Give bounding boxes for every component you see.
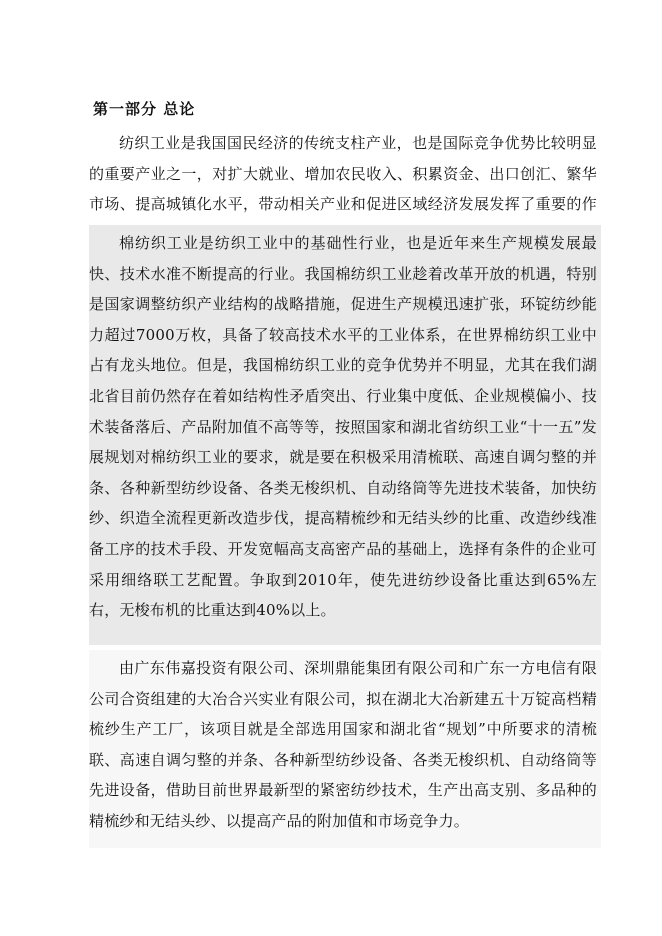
- paragraph-cotton-textile-industry: 棉纺织工业是纺织工业中的基础性行业，也是近年来生产规模发展最快、技术水准不断提高的行业。我国棉纺织工业趁着改革开放的机遇，特别是国家调整纺织产业结构的战略措施，促进生产规模迅速扩张，环锭纺纱能力超过7000万枚，具备了较高技术水平的工业体系，在世界棉纺织工业中占有龙头地位。但是，我国棉纺织工业的竞争优势并不明显，尤其在我们湖北省目前仍然存在着如结构性矛盾突出、行业集中度低、企业规模偏小、技术装备落后、产品附加值不高等等，按照国家和湖北省纺织工业“十一五”发展规划对棉纺织工业的要求，就是要在积极采用清梳联、高速自调匀整的并条、各种新型纺纱设备、各类无梭织机、自动络筒等先进技术装备，加快纺纱、织造全流程更新改造步伐，提高精梳纱和无结头纱的比重、改造纱线准备工序的技术手段、开发宽幅高支高密产品的基础上，选择有条件的企业可采用细络联工艺配置。争取到2010年，使先进纺纱设备比重达到65%左右，无梭布机的比重达到40%以上。: [89, 225, 601, 645]
- paragraph-project-description: 由广东伟嘉投资有限公司、深圳鼎能集团有限公司和广东一方电信有限公司合资组建的大冶合兴实业有限公司，拟在湖北大冶新建五十万锭高档精梳纱生产工厂，该项目就是全部选用国家和湖北省“规划”中所要求的清梳联、高速自调匀整的并条、各种新型纺纱设备、各类无梭织机、自动络筒等先进设备，借助目前世界最新型的紧密纺纱技术，生产出高支别、多品种的精梳纱和无结头纱、以提高产品的附加值和市场竞争力。: [89, 650, 601, 848]
- paragraph-textile-industry-overview: 纺织工业是我国国民经济的传统支柱产业，也是国际竞争优势比较明显的重要产业之一，对扩大就业、增加农民收入、积累资金、出口创汇、繁华市场、提高城镇化水平，带动相关产业和促进区域经济发展发挥了重要的作: [89, 134, 597, 214]
- section-heading: 第一部分 总论: [93, 100, 196, 118]
